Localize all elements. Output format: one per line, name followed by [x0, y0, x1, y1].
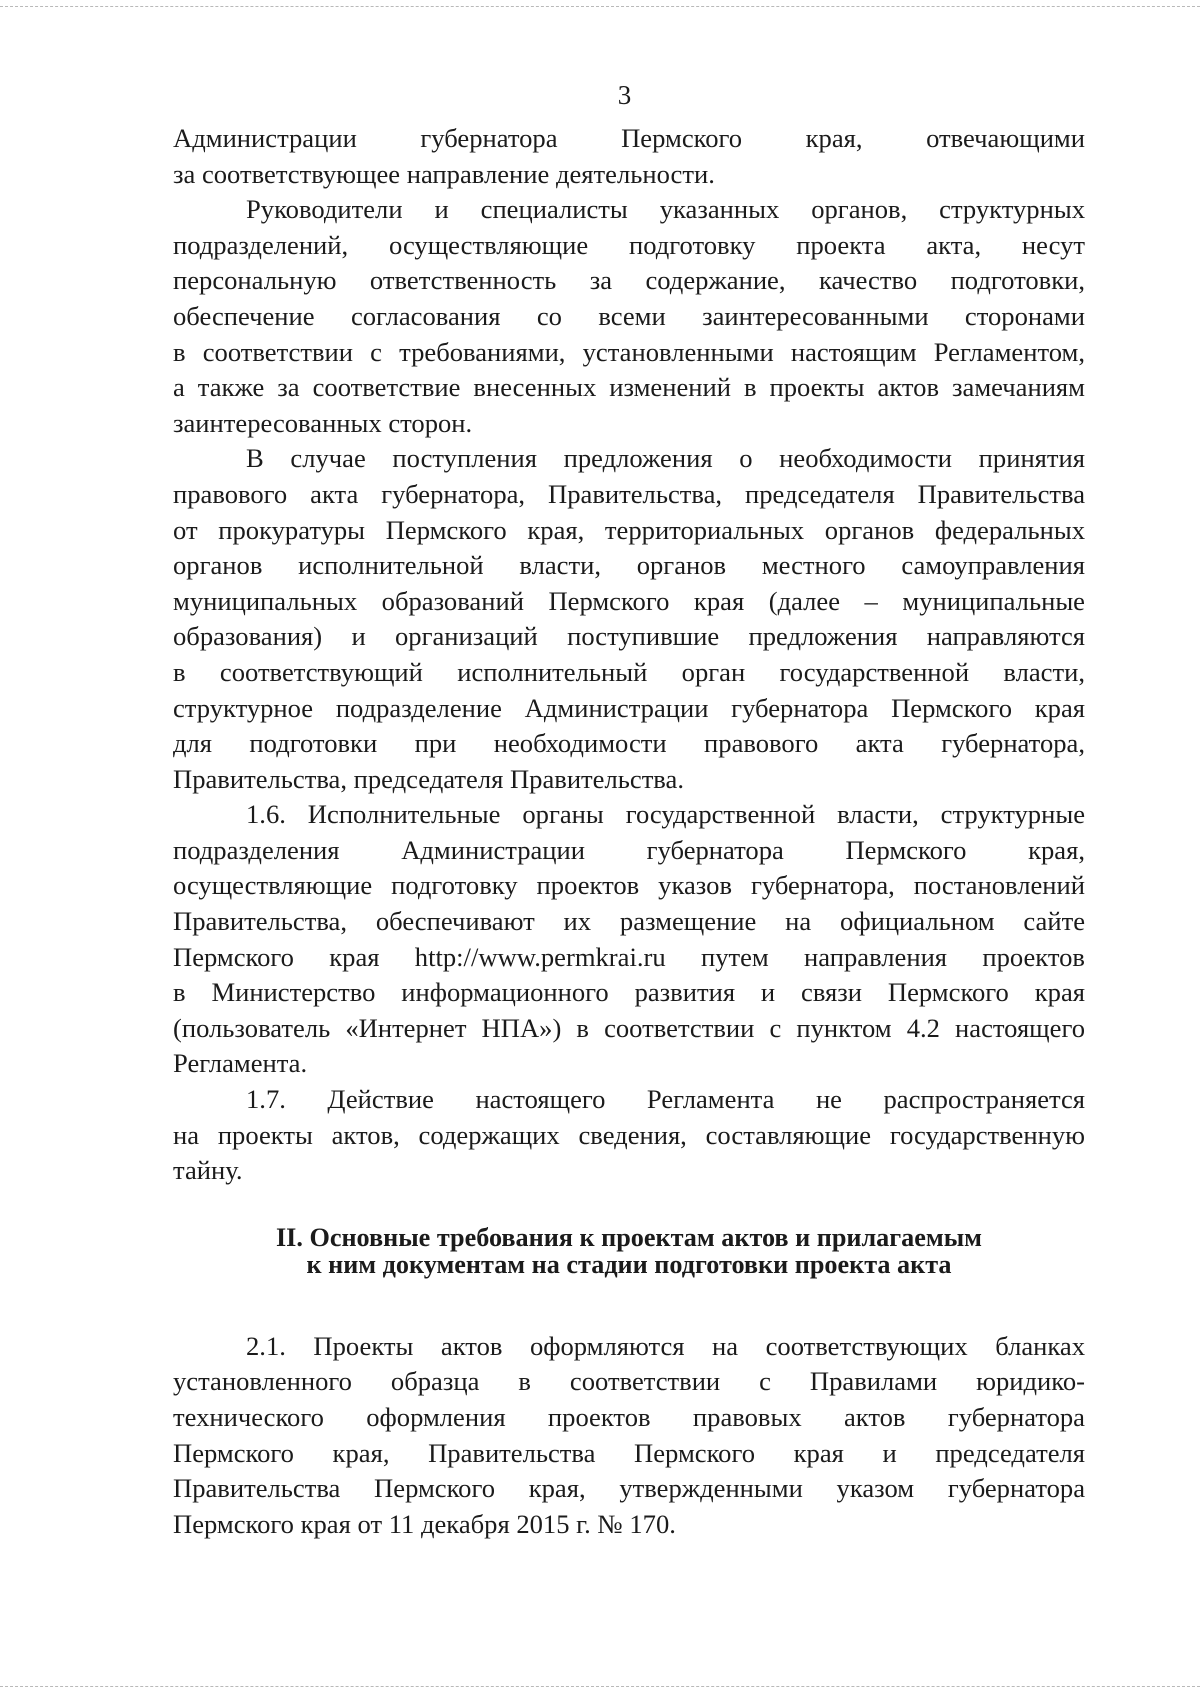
- text-line: в Министерство информационного развития и связи Пермского края: [173, 977, 1085, 1008]
- text-line: структурное подразделение Администрации губернатора Пермского края: [173, 692, 1085, 723]
- text-line: для подготовки при необходимости правового акта губернатора,: [173, 728, 1085, 759]
- text-line: правового акта губернатора, Правительства, председателя Правительства: [173, 478, 1085, 509]
- text-line: Пермского края http://www.permkrai.ru путем направления проектов: [173, 941, 1085, 972]
- text-line: в соответствующий исполнительный орган государственной власти,: [173, 656, 1085, 687]
- text-line: от прокуратуры Пермского края, территориальных органов федеральных: [173, 514, 1085, 545]
- text-line: осуществляющие подготовку проектов указов губернатора, постановлений: [173, 870, 1085, 901]
- text-line: органов исполнительной власти, органов местного самоуправления: [173, 550, 1085, 581]
- heading-line: II. Основные требования к проектам актов и прилагаемым: [275, 1222, 982, 1252]
- text-line: подразделений, осуществляющие подготовку проекта акта, несут: [173, 229, 1085, 260]
- paragraph: [173, 192, 1085, 441]
- text-line: подразделения Администрации губернатора Пермского края,: [173, 834, 1085, 865]
- text-line: 2.1. Проекты актов оформляются на соответствующих бланках: [246, 1330, 1085, 1361]
- heading-line: к ним документам на стадии подготовки проекта акта: [306, 1249, 952, 1279]
- text-line: образования) и организаций поступившие предложения направляются: [173, 621, 1085, 652]
- text-line: персональную ответственность за содержание, качество подготовки,: [173, 265, 1085, 296]
- text-line: в соответствии с требованиями, установленными настоящим Регламентом,: [173, 336, 1085, 367]
- text-line: Руководители и специалисты указанных органов, структурных: [246, 194, 1085, 225]
- section-heading: [173, 1224, 1085, 1278]
- text-line: тайну.: [173, 1155, 243, 1186]
- page-number: 3: [617, 80, 632, 110]
- text-line: Правительства, председателя Правительства.: [173, 763, 684, 794]
- text-line: муниципальных образований Пермского края (далее – муниципальные: [173, 585, 1085, 616]
- paragraph: [173, 121, 1085, 192]
- document-body: [173, 121, 1085, 1542]
- text-line: а также за соответствие внесенных изменений в проекты актов замечаниям: [173, 372, 1085, 403]
- paragraphs-after-heading: [173, 1329, 1085, 1543]
- paragraph: [173, 441, 1085, 797]
- text-line: Правительства Пермского края, утвержденными указом губернатора: [173, 1473, 1085, 1504]
- paragraphs-before-heading: [173, 121, 1085, 1189]
- paragraph: [173, 797, 1085, 1082]
- text-line: обеспечение согласования со всеми заинтересованными сторонами: [173, 300, 1085, 331]
- text-line: технического оформления проектов правовых актов губернатора: [173, 1402, 1085, 1432]
- text-line: на проекты актов, содержащих сведения, составляющие государственную: [173, 1119, 1085, 1150]
- text-line: (пользователь «Интернет НПА») в соответствии с пунктом 4.2 настоящего: [173, 1012, 1085, 1043]
- text-line: заинтересованных сторон.: [173, 407, 473, 438]
- text-line: установленного образца в соответствии с Правилами юридико-: [173, 1366, 1085, 1397]
- text-line: 1.6. Исполнительные органы государственной власти, структурные: [246, 799, 1085, 830]
- text-line: Регламента.: [173, 1048, 308, 1079]
- paragraph: [173, 1329, 1085, 1543]
- text-line: 1.7. Действие настоящего Регламента не распространяется: [246, 1084, 1085, 1115]
- text-line: Администрации губернатора Пермского края, отвечающими: [173, 123, 1085, 153]
- text-line: Пермского края, Правительства Пермского края и председателя: [173, 1437, 1085, 1468]
- scan-edge-bottom: [0, 1686, 1200, 1687]
- text-line: за соответствующее направление деятельности.: [173, 158, 715, 189]
- text-line: В случае поступления предложения о необходимости принятия: [246, 443, 1085, 474]
- text-line: Пермского края от 11 декабря 2015 г. № 170.: [173, 1508, 676, 1539]
- text-line: Правительства, обеспечивают их размещение на официальном сайте: [173, 906, 1085, 937]
- scan-edge-top: [0, 6, 1200, 7]
- paragraph: [173, 1082, 1085, 1189]
